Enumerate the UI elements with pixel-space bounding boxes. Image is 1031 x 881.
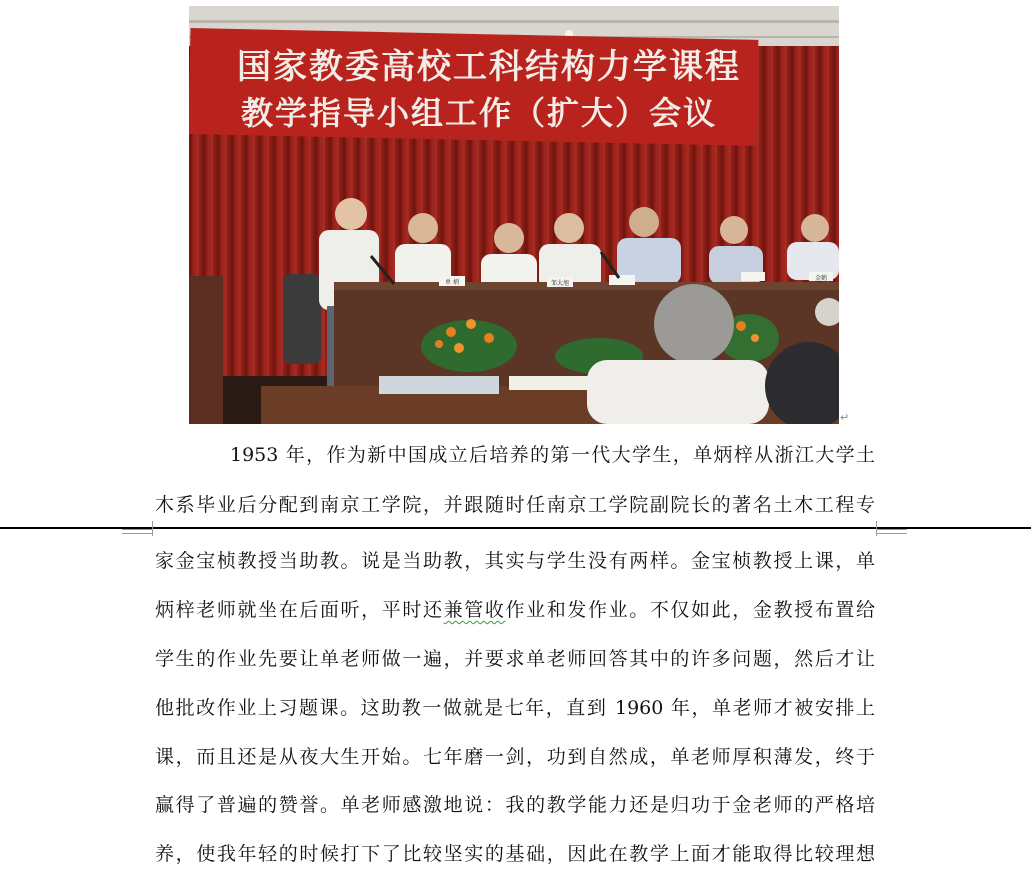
text-fragment: 炳梓老师就坐在后面听，平时还 <box>155 599 444 621</box>
nameplate-7: 金鹤 <box>814 275 828 282</box>
text-line-6: 他批改作业上习题课。这助教一做就是七年，直到 1960 年，单老师才被安排上 <box>155 697 875 719</box>
margin-corner-marker <box>122 529 153 536</box>
text-line-9: 养，使我年轻的时候打下了比较坚实的基础，因此在教学上面才能取得比较理想 <box>155 843 875 865</box>
banner-line-2: 教学指导小组工作（扩大）会议 <box>241 94 718 132</box>
audience-head <box>654 284 734 364</box>
chair <box>283 274 321 364</box>
paragraph-mark: ↵ <box>840 411 850 424</box>
grammar-squiggle[interactable]: 兼管收 <box>443 599 506 621</box>
book <box>379 376 499 394</box>
text-line-7: 课，而且还是从夜大生开始。七年磨一剑，功到自然成，单老师厚积薄发，终于 <box>155 746 875 768</box>
text-fragment: 作业和发作业。不仅如此，金教授布置给 <box>505 599 875 621</box>
conference-photo <box>189 6 839 424</box>
nameplate-2: 邹大旭 <box>550 280 570 287</box>
banner-line-1: 国家教委高校工科结构力学课程 <box>237 47 741 87</box>
text-line-3: 家金宝桢教授当助教。说是当助教，其实与学生没有两样。金宝桢教授上课，单 <box>155 550 875 572</box>
text-line-1: 1953 年，作为新中国成立后培养的第一代大学生，单炳梓从浙江大学土 <box>230 444 875 466</box>
nameplate-0: 单 炳 <box>445 279 459 286</box>
margin-corner-marker <box>876 529 907 536</box>
text-line-4 <box>155 595 875 625</box>
conference-photo-illustration <box>189 6 839 424</box>
text-line-8: 赢得了普遍的赞誉。单老师感激地说：我的教学能力还是归功于金老师的严格培 <box>155 794 875 816</box>
text-line-2: 木系毕业后分配到南京工学院，并跟随时任南京工学院副院长的著名土木工程专 <box>155 494 875 516</box>
text-line-5: 学生的作业先要让单老师做一遍，并要求单老师回答其中的许多问题，然后才让 <box>155 648 875 670</box>
